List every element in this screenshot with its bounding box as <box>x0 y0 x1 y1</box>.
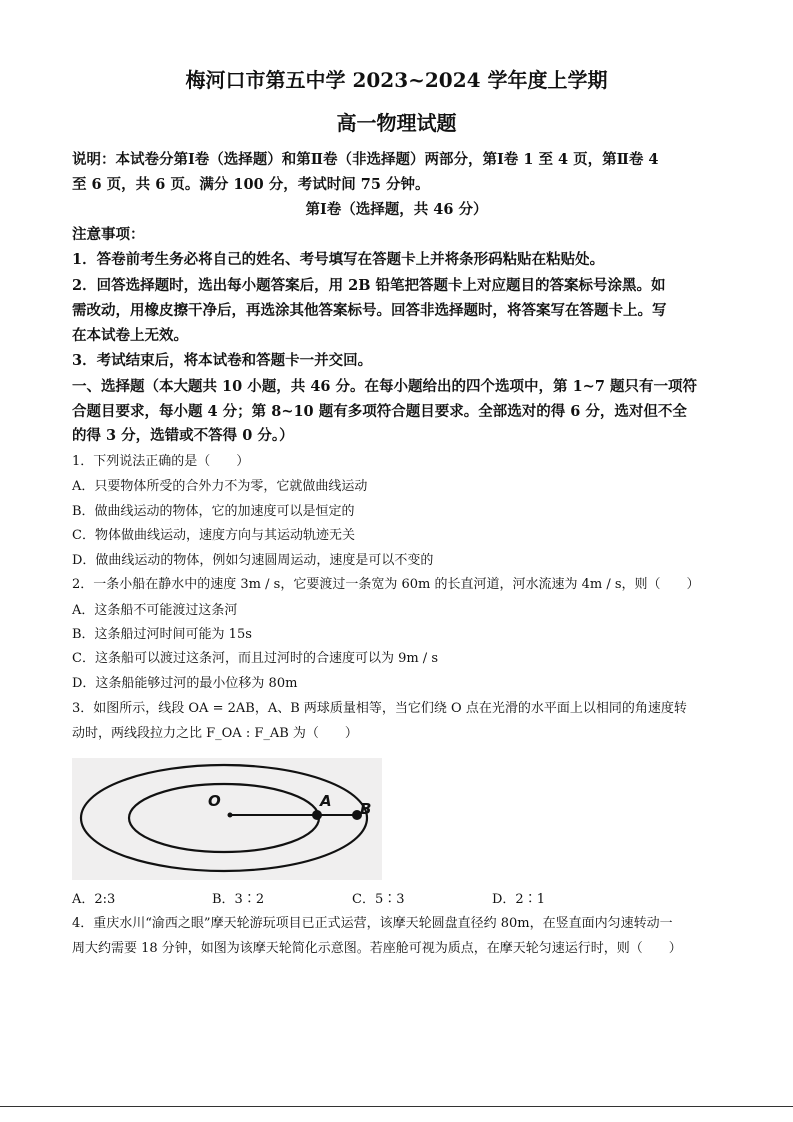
q1-option-b: B．做曲线运动的物体，它的加速度可以是恒定的 <box>72 504 355 519</box>
q3-option-d: D．2∶1 <box>492 892 545 907</box>
q4-stem-line-2: 周大约需要 18 分钟，如图为该摩天轮简化示意图。若座舱可视为质点，在摩天轮匀速运行时，则（ ） <box>72 941 682 956</box>
q1-stem: 1．下列说法正确的是（ ） <box>72 454 250 469</box>
exam-subtitle: 高一物理试题 <box>336 111 457 135</box>
q3-stem-line-2: 动时，两线段拉力之比 F_OA : F_AB 为（ ） <box>72 726 358 741</box>
q2-option-b: B．这条船过河时间可能为 15s <box>72 627 252 642</box>
q2-option-c: C．这条船可以渡过这条河，而且过河时的合速度可以为 9m / s <box>72 651 438 666</box>
q2-option-d: D．这条船能够过河的最小位移为 80m <box>72 676 298 691</box>
q3-stem-line-1: 3．如图所示，线段 OA = 2AB，A、B 两球质量相等，当它们绕 O 点在光滑的水平面上以相同的角速度转 <box>72 701 687 716</box>
q1-option-a: A．只要物体所受的合外力不为零，它就做曲线运动 <box>72 479 368 494</box>
page-bottom-rule <box>0 1106 793 1107</box>
q3-figure <box>72 758 382 880</box>
note-3: 3．考试结束后，将本试卷和答题卡一并交回。 <box>72 352 373 369</box>
intro-line-1: 说明：本试卷分第Ⅰ卷（选择题）和第Ⅱ卷（非选择题）两部分，第Ⅰ卷 1 至 4 页，第Ⅱ卷 4 <box>72 151 659 168</box>
notes-heading: 注意事项： <box>72 226 145 243</box>
q3-option-a: A．2:3 <box>72 892 116 907</box>
q3-option-b: B．3∶2 <box>212 892 265 907</box>
exam-title: 梅河口市第五中学 2023~2024 学年度上学期 <box>185 68 608 92</box>
note-2-line-1: 2．回答选择题时，选出每小题答案后，用 2B 铅笔把答题卡上对应题目的答案标号涂黑。如 <box>72 277 666 294</box>
q1-option-c: C．物体做曲线运动，速度方向与其运动轨迹无关 <box>72 528 355 543</box>
q4-stem-line-1: 4．重庆水川“渝西之眼”摩天轮游玩项目已正式运营，该摩天轮圆盘直径约 80m，在竖直面内匀速转动一 <box>72 916 673 931</box>
inner-orbit <box>129 784 319 852</box>
intro-line-2: 至 6 页，共 6 页。满分 100 分，考试时间 75 分钟。 <box>72 176 430 193</box>
q2-option-a: A．这条船不可能渡过这条河 <box>72 603 238 618</box>
outer-orbit <box>81 765 367 871</box>
q2-stem: 2．一条小船在静水中的速度 3m / s，它要渡过一条宽为 60m 的长直河道，河水流速为 4m / s，则（ ） <box>72 577 700 592</box>
ball-a <box>312 810 322 820</box>
part1-line-2: 合题目要求，每小题 4 分；第 8~10 题有多项符合题目要求。全部选对的得 6 分，选对但不全 <box>72 403 687 420</box>
label-a: A <box>320 792 332 810</box>
orbit-diagram <box>72 758 382 880</box>
note-1: 1．答卷前考生务必将自己的姓名、考号填写在答题卡上并将条形码粘贴在粘贴处。 <box>72 251 605 268</box>
q3-option-c: C．5∶3 <box>352 892 405 907</box>
part1-line-3: 的得 3 分，选错或不答得 0 分。） <box>72 427 294 444</box>
center-point-o <box>228 813 233 818</box>
part1-line-1: 一、选择题（本大题共 10 小题，共 46 分。在每小题给出的四个选项中，第 1~7 题只有一项符 <box>72 378 697 395</box>
label-o: O <box>208 792 221 810</box>
note-2-line-3: 在本试卷上无效。 <box>72 327 188 344</box>
section-heading: 第Ⅰ卷（选择题，共 46 分） <box>305 201 488 218</box>
note-2-line-2: 需改动，用橡皮擦干净后，再选涂其他答案标号。回答非选择题时，将答案写在答题卡上。写 <box>72 302 667 319</box>
q1-option-d: D．做曲线运动的物体，例如匀速圆周运动，速度是可以不变的 <box>72 553 434 568</box>
label-b: B <box>360 800 372 818</box>
